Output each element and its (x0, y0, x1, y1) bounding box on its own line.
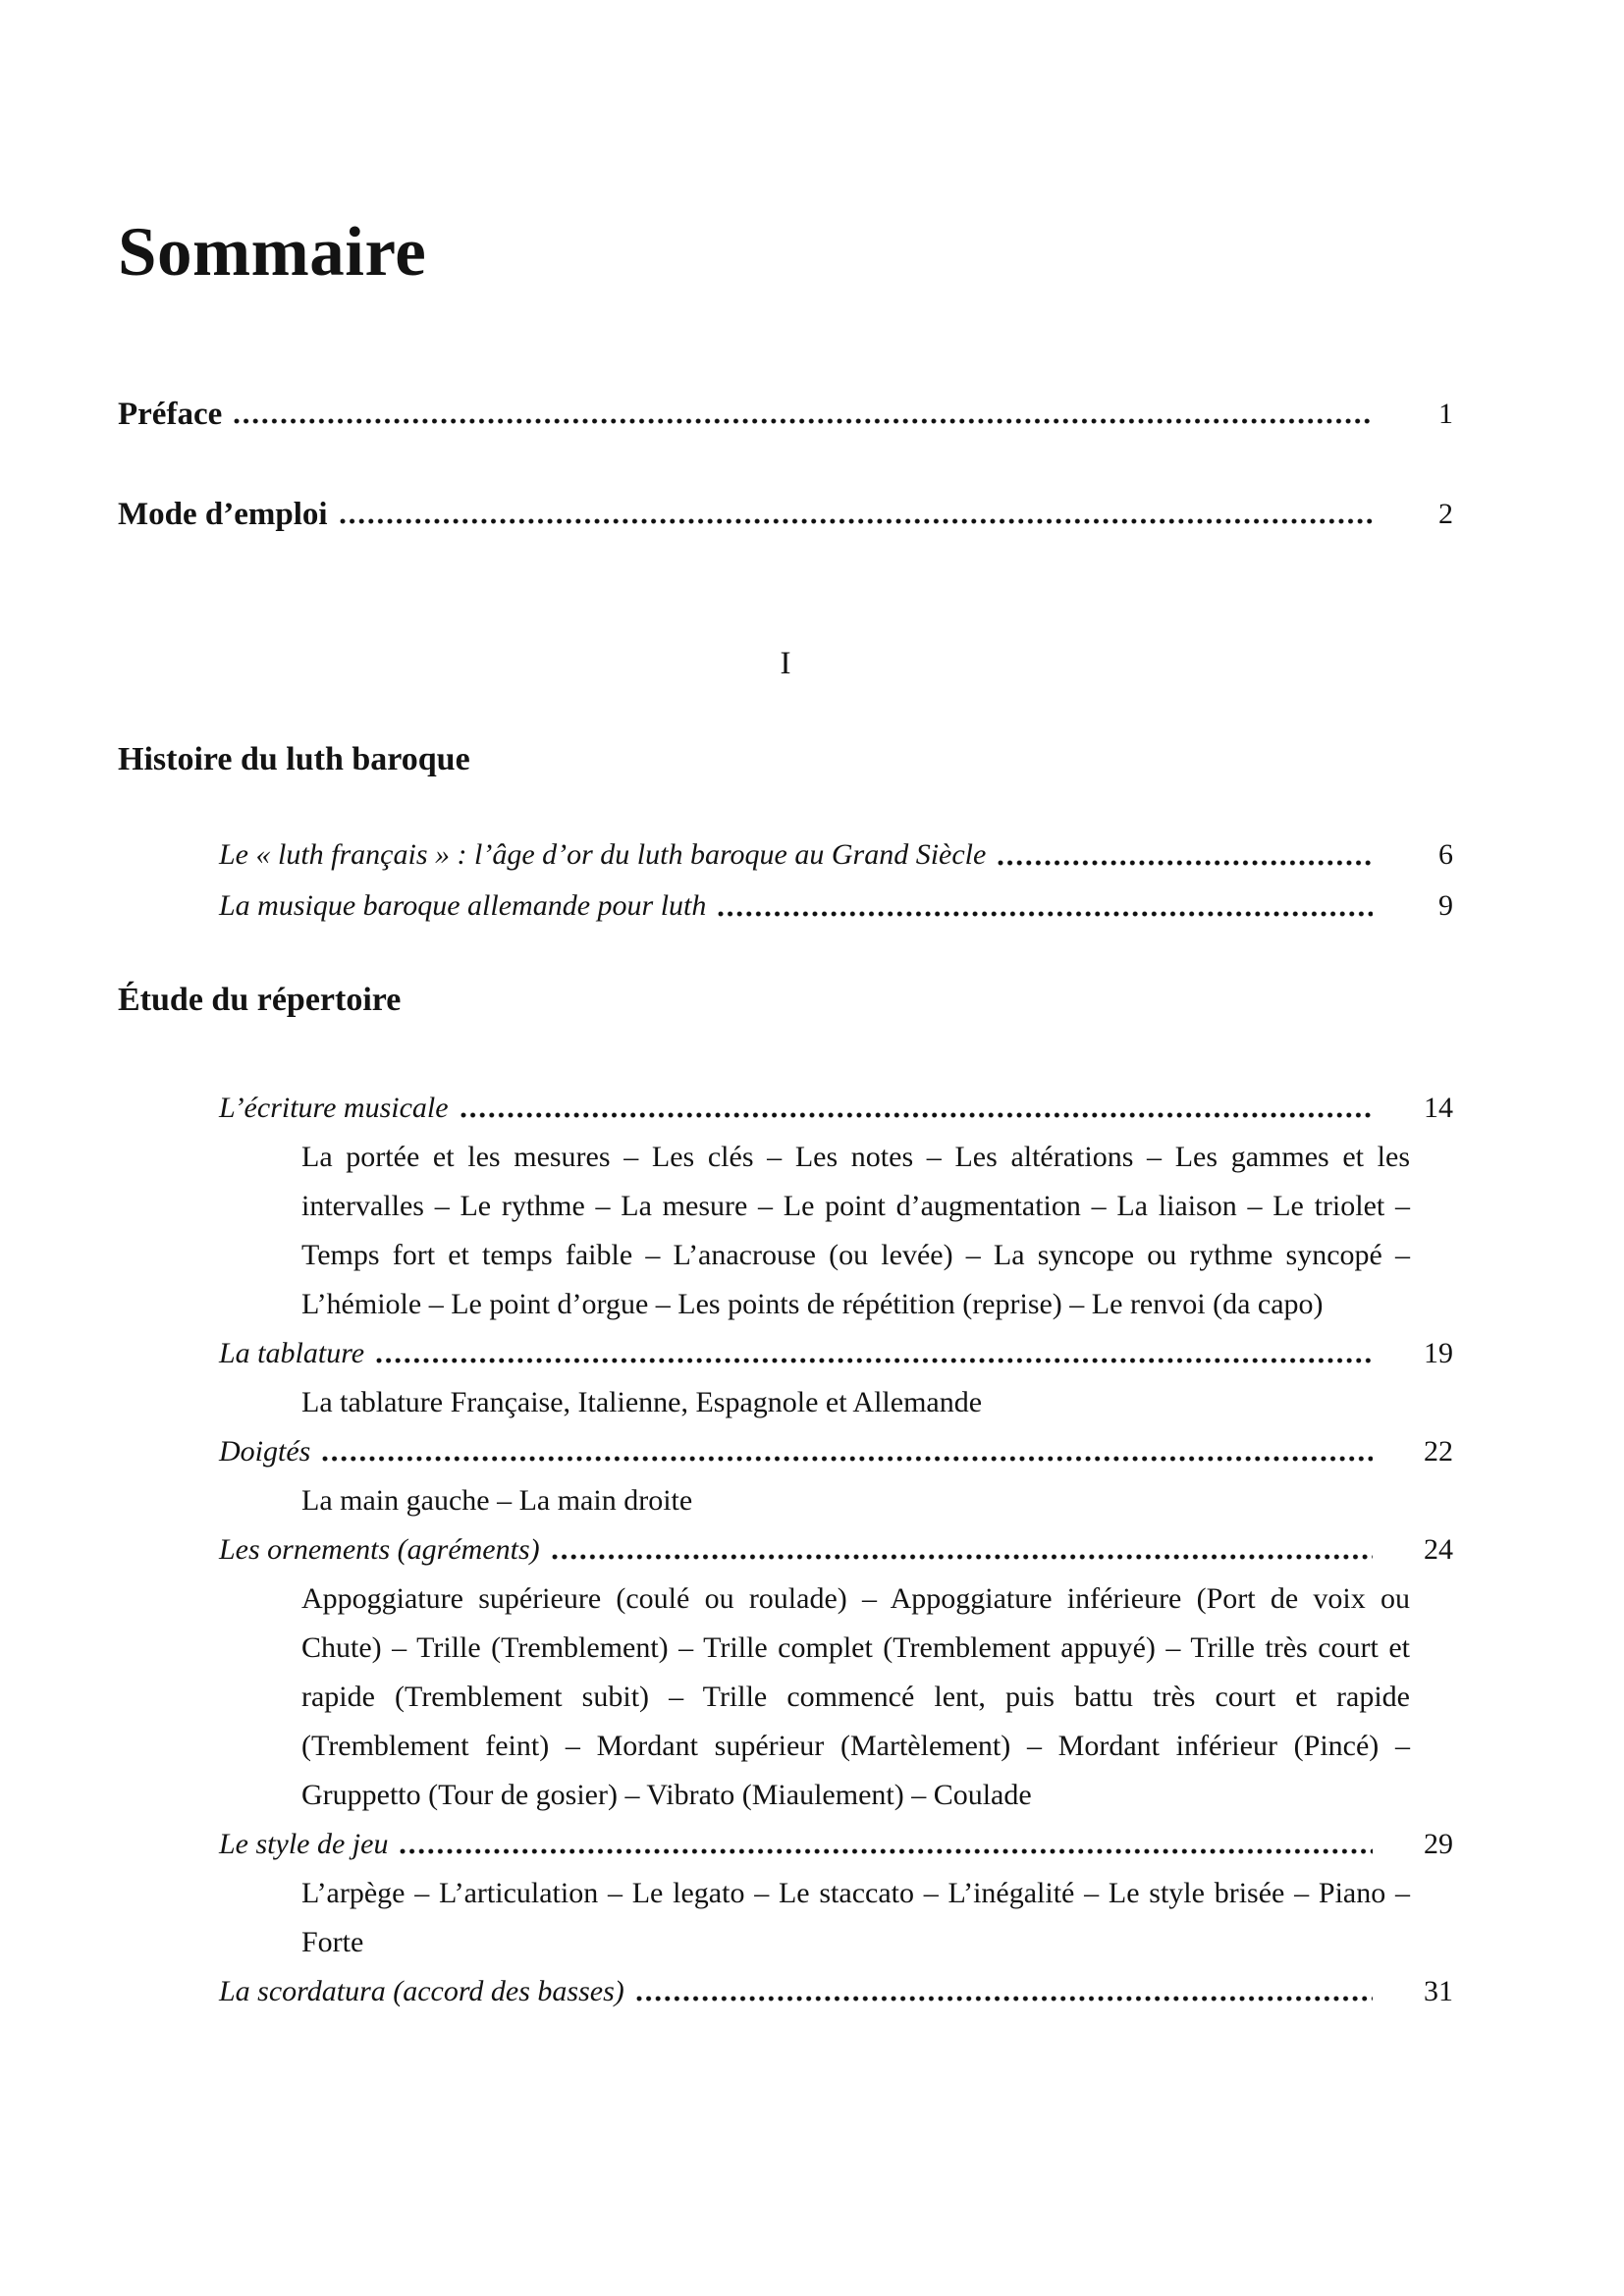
toc-page-number: 14 (1424, 1092, 1453, 1124)
toc-entry-label: Préface (118, 397, 223, 432)
dot-leader (460, 1112, 1373, 1118)
toc-page-number: 6 (1438, 838, 1453, 871)
toc-entry-detail: La portée et les mesures – Les clés – Les notes – Les altérations – Les gammes et les intervalles – Le rythme – La mesure – Le point d’augmentation – La liaison – Le triolet – Temps fort et temps faible – L’anacrouse (ou levée) – La syncope ou rythme syncopé – L’hémiole – Le point d’orgue – Les points de répétition (reprise) – Le renvoi (da capo) (301, 1141, 1410, 1320)
toc-entry-label: Les ornements (agréments) (219, 1533, 540, 1566)
toc-page-number: 29 (1424, 1828, 1453, 1860)
toc-page-number: 22 (1424, 1435, 1453, 1468)
toc-entry-label: La tablature (219, 1337, 365, 1369)
dot-leader (636, 1996, 1373, 2002)
toc-entry-label: Mode d’emploi (118, 497, 328, 532)
toc-page-number: 9 (1438, 889, 1453, 922)
toc-entry-detail: L’arpège – L’articulation – Le legato – Le staccato – L’inégalité – Le style brisée – Piano – Forte (301, 1877, 1410, 1958)
toc-entry-label: Le style de jeu (219, 1828, 389, 1860)
toc-entry-luth-francais (219, 829, 1453, 881)
toc-page-number: 19 (1424, 1337, 1453, 1369)
toc-entry-detail: Appoggiature supérieure (coulé ou roulade) – Appoggiature inférieure (Port de voix ou Chute) – Trille (Tremblement) – Trille complet (Tremblement appuyé) – Trille très court et rapide (Tremblement subit) – Trille commencé lent, puis battu très court et rapide (Tremblement feint) – Mordant supérieur (Martèlement) – Mordant inférieur (Pincé) – Gruppetto (Tour de gosier) – Vibrato (Miaulement) – Coulade (301, 1582, 1410, 1811)
section-etude (118, 976, 1453, 2016)
toc-entry-musique-allemande (219, 881, 1453, 932)
section-heading-etude: Étude du répertoire (118, 982, 402, 1018)
toc-entry-style-de-jeu (219, 1820, 1453, 1869)
toc-page-number: 31 (1424, 1975, 1453, 2007)
section-histoire (118, 735, 1453, 932)
part-number: I (780, 646, 791, 681)
toc-page-number: 24 (1424, 1533, 1453, 1566)
section-heading-histoire: Histoire du luth baroque (118, 741, 470, 777)
toc-page-number: 1 (1438, 398, 1453, 430)
toc-entry-detail: La tablature Française, Italienne, Espagnole et Allemande (301, 1386, 983, 1418)
dot-leader (400, 1848, 1373, 1854)
toc-entry-ornements (219, 1525, 1453, 1575)
dot-leader (376, 1358, 1373, 1363)
toc-entry-ecriture-musicale (219, 1084, 1453, 1133)
toc-entry-label: Le « luth français » : l’âge d’or du luth baroque au Grand Siècle (219, 838, 987, 871)
toc-entry-scordatura (219, 1967, 1453, 2016)
dot-leader (340, 518, 1373, 524)
dot-leader (234, 418, 1373, 424)
toc-entry-preface (118, 390, 1453, 439)
toc-entry-mode-demploi (118, 490, 1453, 539)
dot-leader (998, 860, 1373, 866)
toc-entry-label: Doigtés (219, 1435, 311, 1468)
page-title: Sommaire (118, 214, 427, 291)
toc-entry-label: La musique baroque allemande pour luth (219, 889, 707, 922)
toc-entry-detail: La main gauche – La main droite (301, 1484, 693, 1517)
toc-page-number: 2 (1438, 498, 1453, 530)
toc-entry-label: L’écriture musicale (219, 1092, 449, 1124)
dot-leader (322, 1456, 1373, 1462)
toc-entry-doigtes (219, 1427, 1453, 1476)
dot-leader (718, 911, 1373, 917)
toc-entry-label: La scordatura (accord des basses) (219, 1975, 624, 2007)
toc-entry-tablature (219, 1329, 1453, 1378)
dot-leader (552, 1554, 1373, 1560)
